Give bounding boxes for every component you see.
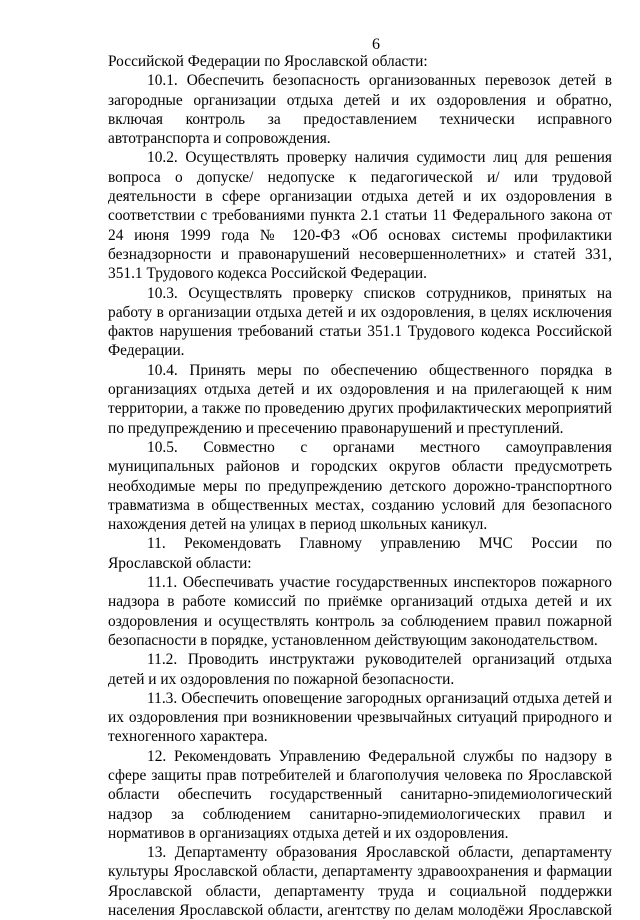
paragraph-10-5: 10.5. Совместно с органами местного самоуправления муниципальных районов и городских округов области предусмотреть необходимые меры по предупреждению детского дорожно-транспортного травматизма в общественных местах, созданию условий для безопасного нахождения детей на улицах в период школьных каникул. — [108, 438, 612, 534]
paragraph-13: 13. Департаменту образования Ярославской области, департаменту культуры Ярославской области, департаменту здравоохранения и фармации Ярославской области, департаменту труда и социальной поддержки населения Ярославской области, агентству по делам молодёжи Ярославской — [108, 844, 612, 920]
paragraph-11-1: 11.1. Обеспечивать участие государственных инспекторов пожарного надзора в работе комиссий по приёмке организаций отдыха детей и их оздоровления и осуществлять контроль за соблюдением правил пожарной безопасности в порядке, установленном действующим законодательством. — [108, 574, 612, 649]
paragraph-10-2: 10.2. Осуществлять проверку наличия судимости лиц для решения вопроса о допуске/ недопуске к педагогической и/ или трудовой деятельности в сфере организации отдыха детей и их оздоровления в соответствии с требованиями пункта 2.1 статьи 11 Федерального закона от 24 июня 1999 года № 120-ФЗ «Об основах системы профилактики безнадзорности и правонарушений несовершеннолетних» и статей 331, 351.1 Трудового кодекса Российской Федерации. — [108, 149, 612, 283]
paragraph-10-4: 10.4. Принять меры по обеспечению общественного порядка в организациях отдыха детей и их оздоровления и на прилегающей к ним территории, а также по проведению других профилактических мероприятий по предупреждению и пресечению правонарушений и преступлений. — [108, 361, 612, 437]
document-body — [108, 52, 612, 920]
paragraph-11-3: 11.3. Обеспечить оповещение загородных организаций отдыха детей и их оздоровления при возникновении чрезвычайных ситуаций природного и техногенного характера. — [108, 689, 612, 746]
paragraph-continuation: Российской Федерации по Ярославской области: — [108, 53, 428, 70]
paragraph-12: 12. Рекомендовать Управлению Федеральной службы по надзору в сфере защиты прав потребителей и благополучия человека по Ярославской области обеспечить государственный санитарно-эпидемиологический надзор за соблюдением санитарно-эпидемиологических правил и нормативов в организациях отдыха детей и их оздоровления. — [108, 747, 612, 842]
paragraph-10-1: 10.1. Обеспечить безопасность организованных перевозок детей в загородные организации отдыха детей и их оздоровления и обратно, включая контроль за предоставлением технически исправного автотранспорта и сопровождения. — [108, 72, 612, 148]
page-number: 6 — [372, 36, 380, 53]
paragraph-11: 11. Рекомендовать Главному управлению МЧС России по Ярославской области: — [108, 535, 612, 572]
paragraph-10-3: 10.3. Осуществлять проверку списков сотрудников, принятых на работу в организации отдыха детей и их оздоровления, в целях исключения фактов нарушения требований статьи 351.1 Трудового кодекса Российской Федерации. — [108, 284, 612, 360]
paragraph-11-2: 11.2. Проводить инструктажи руководителей организаций отдыха детей и их оздоровления по пожарной безопасности. — [108, 651, 612, 688]
